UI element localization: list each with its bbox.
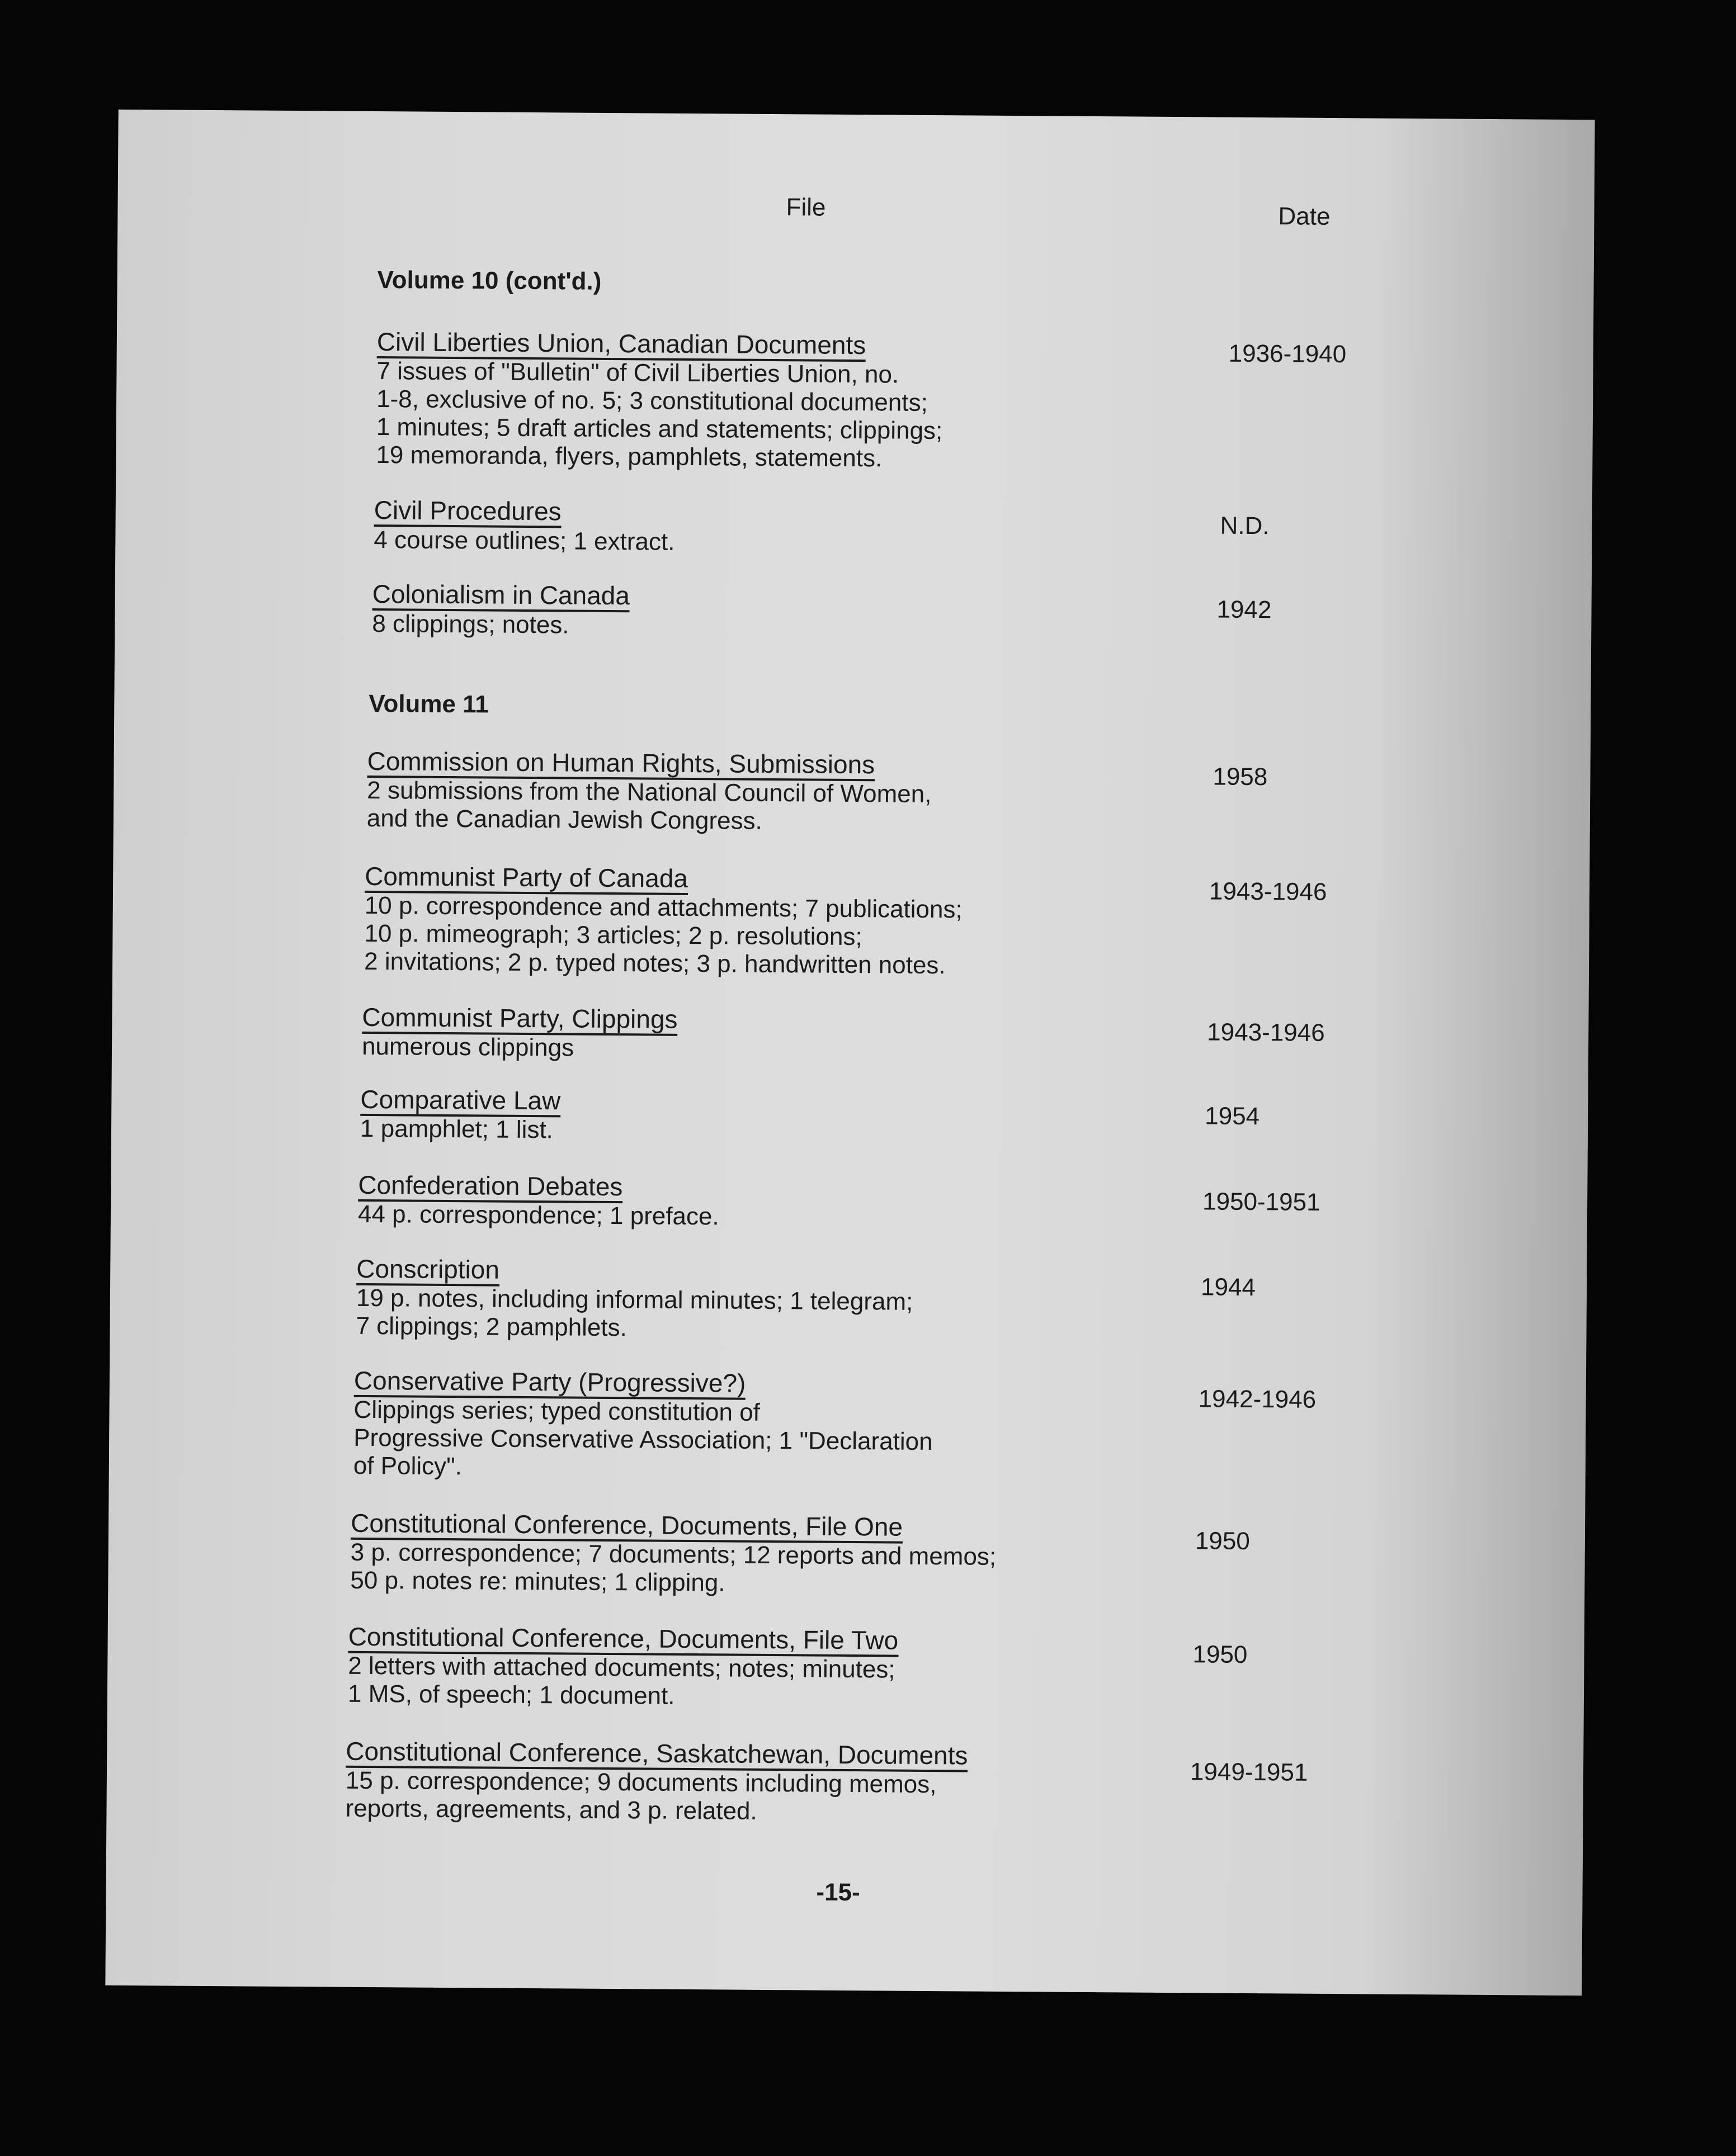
entry-title: Communist Party, Clippings	[362, 1003, 677, 1036]
entry-description: 2 submissions from the National Council of Women, and the Canadian Jewish Congress.	[366, 776, 932, 835]
document-page	[105, 110, 1595, 1996]
column-header-date: Date	[1278, 202, 1331, 230]
entry-title: Communist Party of Canada	[365, 862, 688, 895]
entry-date: 1942-1946	[1198, 1385, 1317, 1413]
entry-description: numerous clippings	[361, 1032, 574, 1062]
entry-title: Confederation Debates	[358, 1171, 622, 1203]
entry-description: 7 issues of "Bulletin" of Civil Liberties Union, no. 1-8, exclusive of no. 5; 3 constitutional documents; 1 minutes; 5 draft articles and statements; clippings; 19 memoranda, flyers, pamphlets, statements.	[376, 357, 943, 472]
entry-date: 1943-1946	[1207, 1018, 1325, 1047]
entry-title: Commission on Human Rights, Submissions	[367, 747, 875, 781]
entry-title: Constitutional Conference, Documents, File Two	[348, 1623, 898, 1657]
entry-title: Colonialism in Canada	[372, 580, 630, 612]
entry-title: Constitutional Conference, Saskatchewan, Documents	[346, 1737, 968, 1772]
entry-description: 15 p. correspondence; 9 documents including memos, reports, agreements, and 3 p. related.	[345, 1766, 937, 1825]
entry-date: 1943-1946	[1209, 877, 1327, 906]
entry-date: 1944	[1200, 1273, 1256, 1302]
entry-date: 1936-1940	[1228, 339, 1347, 368]
entry-description: 10 p. correspondence and attachments; 7 publications; 10 p. mimeograph; 3 articles; 2 p. resolutions; 2 invitations; 2 p. typed notes; 3 p. handwritten notes.	[364, 891, 963, 980]
entry-date: 1954	[1205, 1102, 1260, 1131]
entry-date: N.D.	[1220, 512, 1270, 540]
entry-date: 1958	[1213, 763, 1268, 791]
entry-description: 2 letters with attached documents; notes; minutes; 1 MS, of speech; 1 document.	[347, 1652, 895, 1710]
entry-title: Conservative Party (Progressive?)	[354, 1367, 746, 1400]
entry-date: 1949-1951	[1190, 1758, 1308, 1786]
entry-description: Clippings series; typed constitution of Progressive Conservative Association; 1 "Declaration of Policy".	[353, 1396, 933, 1481]
entry-title: Civil Procedures	[374, 496, 562, 528]
entry-description: 44 p. correspondence; 1 preface.	[357, 1200, 719, 1231]
volume-heading: Volume 11	[369, 689, 489, 718]
entry-date: 1950	[1192, 1640, 1248, 1668]
entry-description: 3 p. correspondence; 7 documents; 12 reports and memos; 50 p. notes re: minutes; 1 clipping.	[350, 1538, 997, 1597]
entry-date: 1950	[1195, 1527, 1250, 1555]
entry-description: 19 p. notes, including informal minutes; 1 telegram; 7 clippings; 2 pamphlets.	[356, 1284, 913, 1342]
page-number: -15-	[816, 1878, 860, 1907]
entry-title: Conscription	[356, 1255, 499, 1287]
entry-description: 4 course outlines; 1 extract.	[374, 526, 675, 556]
entry-title: Comparative Law	[360, 1085, 560, 1117]
entry-description: 8 clippings; notes.	[372, 610, 569, 639]
entry-description: 1 pamphlet; 1 list.	[360, 1114, 554, 1144]
entry-title: Constitutional Conference, Documents, File One	[351, 1509, 903, 1544]
entry-title: Civil Liberties Union, Canadian Documents	[377, 328, 866, 362]
volume-heading: Volume 10 (cont'd.)	[377, 266, 602, 295]
entry-date: 1942	[1216, 595, 1272, 624]
entry-date: 1950-1951	[1202, 1188, 1320, 1216]
column-header-file: File	[786, 193, 826, 221]
